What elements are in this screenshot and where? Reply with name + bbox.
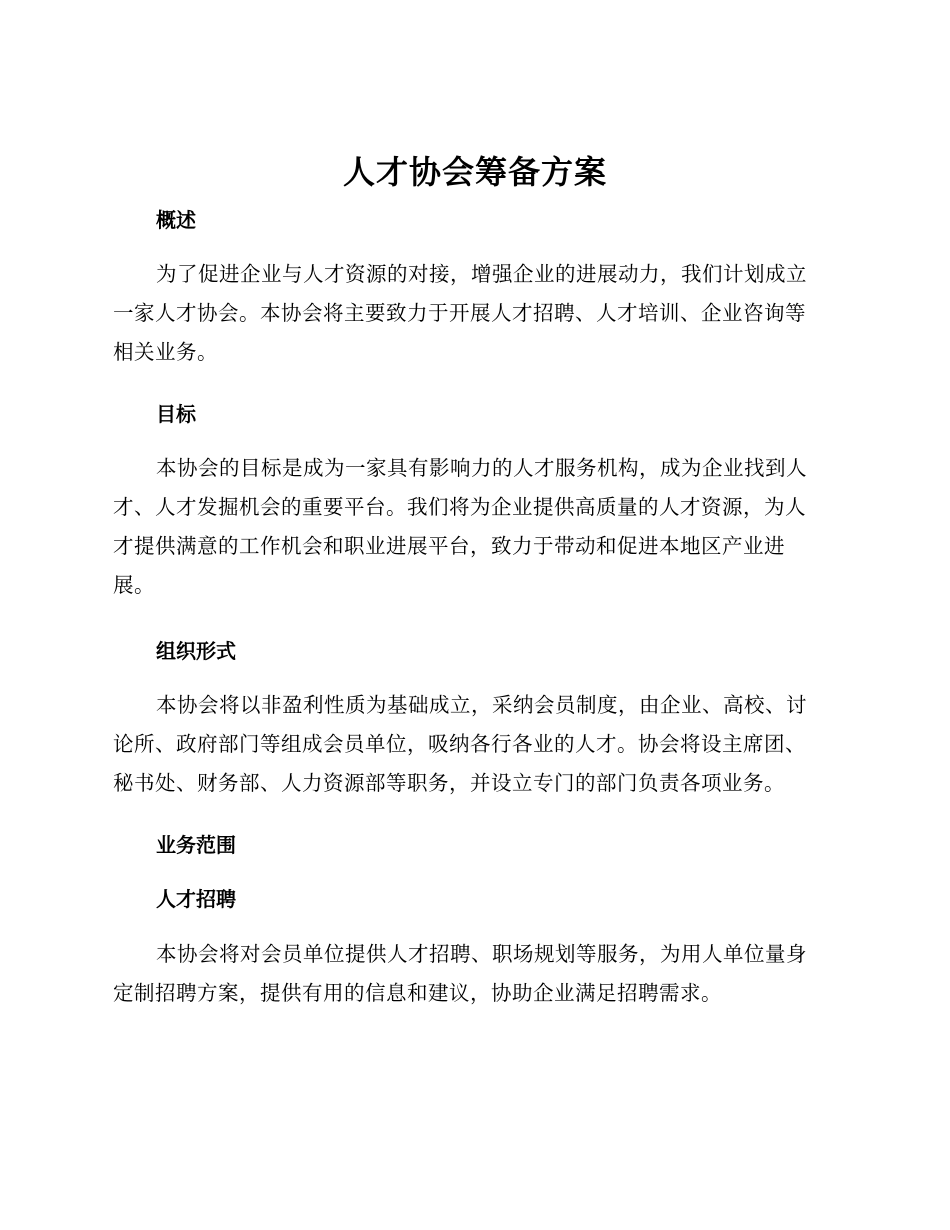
section-heading-business-scope: 业务范围 bbox=[156, 833, 236, 857]
section-heading-goals: 目标 bbox=[156, 402, 196, 426]
paragraph-line: 定制招聘方案，提供有用的信息和建议，协助企业满足招聘需求。 bbox=[113, 981, 722, 1005]
document-title: 人才协会筹备方案 bbox=[342, 153, 607, 191]
section-heading-organization: 组织形式 bbox=[156, 639, 236, 663]
section-paragraph-organization bbox=[113, 686, 833, 803]
paragraph-line: 本协会的目标是成为一家具有影响力的人才服务机构，成为企业找到人 bbox=[156, 456, 807, 480]
section-heading-overview: 概述 bbox=[156, 208, 196, 232]
section-paragraph-overview bbox=[113, 255, 833, 372]
section-paragraph-recruitment bbox=[113, 935, 833, 1013]
paragraph-line: 相关业务。 bbox=[113, 340, 218, 364]
paragraph-line: 才提供满意的工作机会和职业进展平台，致力于带动和促进本地区产业进 bbox=[113, 534, 785, 558]
section-heading-recruitment: 人才招聘 bbox=[156, 887, 236, 911]
paragraph-line: 论所、政府部门等组成会员单位，吸纳各行各业的人才。协会将设主席团、 bbox=[113, 732, 806, 756]
section-paragraph-goals bbox=[113, 449, 833, 605]
paragraph-line: 才、人才发掘机会的重要平台。我们将为企业提供高质量的人才资源，为人 bbox=[113, 495, 806, 519]
paragraph-line: 本协会将以非盈利性质为基础成立，采纳会员制度，由企业、高校、讨 bbox=[156, 693, 807, 717]
paragraph-line: 展。 bbox=[113, 573, 155, 597]
paragraph-line: 本协会将对会员单位提供人才招聘、职场规划等服务，为用人单位量身 bbox=[156, 942, 807, 966]
paragraph-line: 为了促进企业与人才资源的对接，增强企业的进展动力，我们计划成立 bbox=[156, 262, 807, 286]
paragraph-line: 一家人才协会。本协会将主要致力于开展人才招聘、人才培训、企业咨询等 bbox=[113, 301, 806, 325]
paragraph-line: 秘书处、财务部、人力资源部等职务，并设立专门的部门负责各项业务。 bbox=[113, 771, 785, 795]
